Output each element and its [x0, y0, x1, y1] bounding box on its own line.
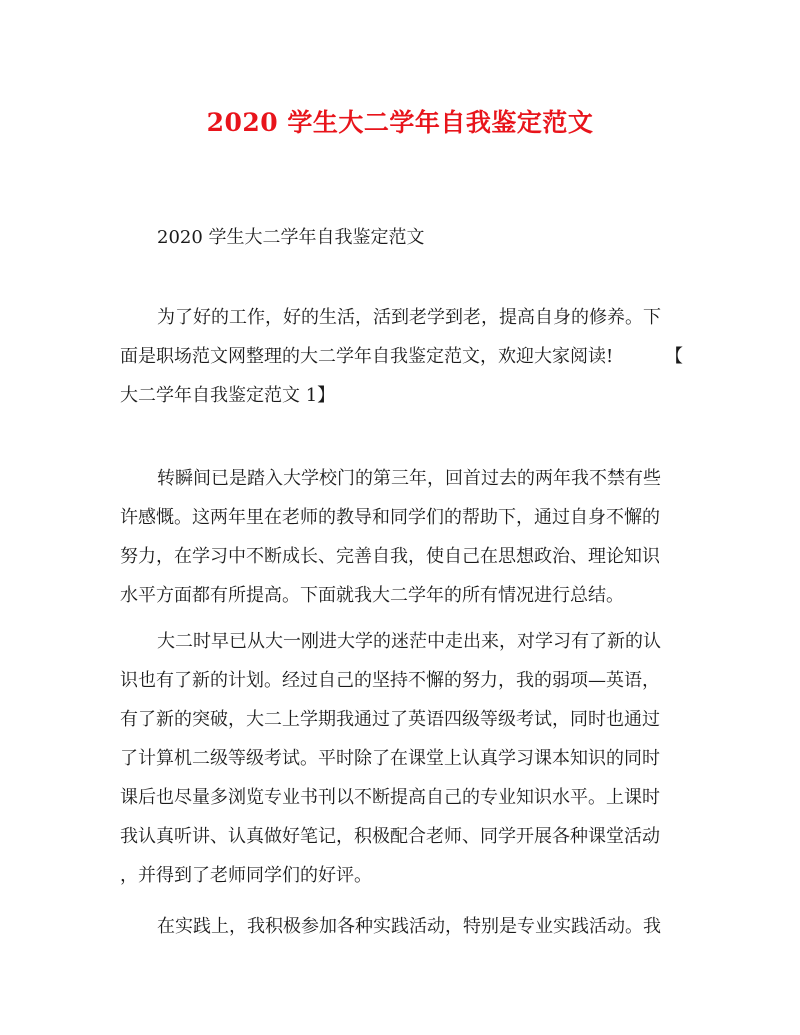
paragraph-line: 许感慨。这两年里在老师的教导和同学们的帮助下，通过自身不懈的 [120, 507, 660, 528]
paragraph-line: 转瞬间已是踏入大学校门的第三年，回首过去的两年我不禁有些 [157, 468, 661, 489]
intro-line-2-wrap [120, 337, 690, 376]
intro-line-1: 为了好的工作，好的生活，活到老学到老，提高自身的修养。下 [157, 307, 661, 328]
intro-paragraph [120, 298, 690, 415]
intro-line-2: 面是职场范文网整理的大二学年自我鉴定范文，欢迎大家阅读! [120, 346, 614, 367]
paragraph-line: 有了新的突破，大二上学期我通过了英语四级等级考试，同时也通过 [120, 709, 660, 730]
intro-line-3: 大二学年自我鉴定范文 1】 [120, 385, 336, 406]
paragraph-line: 在实践上，我积极参加各种实践活动，特别是专业实践活动。我 [157, 916, 661, 937]
intro-line-2-bracket: 【 [665, 346, 683, 367]
paragraph-line: 了计算机二级等级考试。平时除了在课堂上认真学习课本知识的同时 [120, 748, 660, 769]
paragraph-line: 我认真听讲、认真做好笔记，积极配合老师、同学开展各种课堂活动 [120, 826, 660, 847]
paragraph-line: 努力，在学习中不断成长、完善自我，使自己在思想政治、理论知识 [120, 546, 660, 567]
paragraph-3 [120, 907, 690, 946]
paragraph-1 [120, 459, 690, 615]
document-title: 2020 学生大二学年自我鉴定范文 [206, 108, 594, 137]
paragraph-2 [120, 622, 690, 895]
paragraph-line: ，并得到了老师同学们的好评。 [120, 865, 372, 886]
document-subtitle: 2020 学生大二学年自我鉴定范文 [157, 227, 425, 248]
paragraph-line: 水平方面都有所提高。下面就我大二学年的所有情况进行总结。 [120, 585, 624, 606]
paragraph-line: 大二时早已从大一刚进大学的迷茫中走出来，对学习有了新的认 [157, 631, 661, 652]
paragraph-line: 识也有了新的计划。经过自己的坚持不懈的努力，我的弱项—英语， [120, 670, 660, 691]
paragraph-line: 课后也尽量多浏览专业书刊以不断提高自己的专业知识水平。上课时 [120, 787, 660, 808]
